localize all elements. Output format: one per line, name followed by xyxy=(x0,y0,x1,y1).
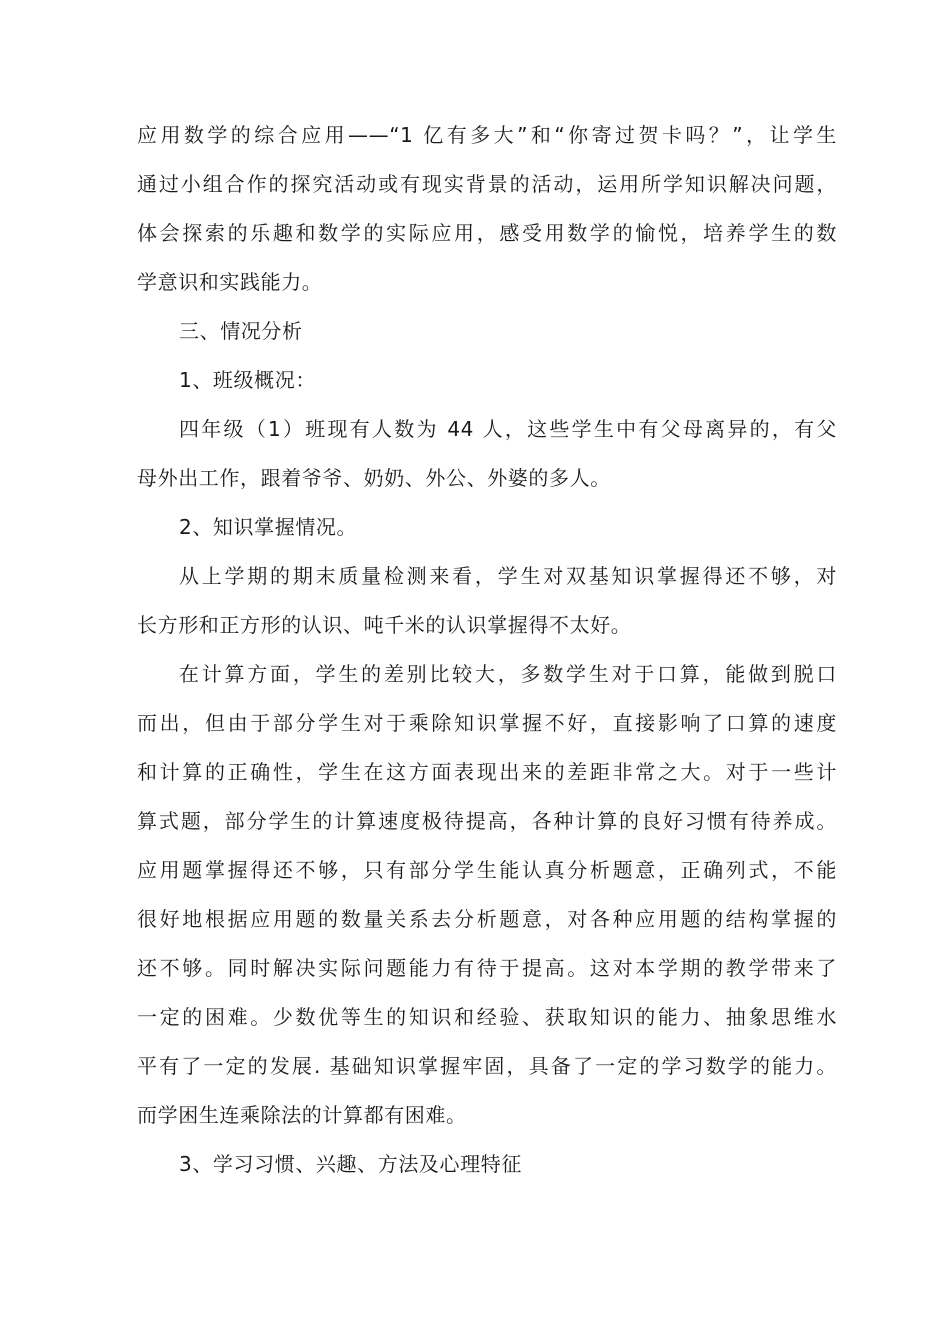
paragraph-line: 学意识和实践能力。 xyxy=(137,270,323,294)
document-body xyxy=(137,116,837,1194)
paragraph-comprehensive-application xyxy=(137,116,837,312)
paragraph-line: 四年级（1）班现有人数为 44 人，这些学生中有父母离异的，有父 xyxy=(179,417,837,441)
paragraph-line: 和计算的正确性，学生在这方面表现出来的差距非常之大。对于一些计 xyxy=(137,760,837,784)
subheading-class-overview: 1、班级概况： xyxy=(179,368,316,392)
paragraph-line: 长方形和正方形的认识、吨千米的认识掌握得不太好。 xyxy=(137,613,632,637)
subheading-habits: 3、学习习惯、兴趣、方法及心理特征 xyxy=(179,1152,522,1176)
section-heading-situation: 三、情况分析 xyxy=(179,319,303,343)
paragraph-calculation xyxy=(137,655,837,1145)
paragraph-line: 母外出工作，跟着爷爷、奶奶、外公、外婆的多人。 xyxy=(137,466,611,490)
paragraph-class-overview xyxy=(137,410,837,508)
paragraph-line: 算式题，部分学生的计算速度极待提高，各种计算的良好习惯有待养成。 xyxy=(137,809,837,833)
paragraph-line: 通过小组合作的探究活动或有现实背景的活动，运用所学知识解决问题， xyxy=(137,172,837,196)
paragraph-line: 一定的困难。少数优等生的知识和经验、获取知识的能力、抽象思维水 xyxy=(137,1005,837,1029)
paragraph-line: 体会探索的乐趣和数学的实际应用，感受用数学的愉悦，培养学生的数 xyxy=(137,221,837,245)
paragraph-line: 应用题掌握得还不够，只有部分学生能认真分析题意，正确列式，不能 xyxy=(137,858,837,882)
paragraph-line: 在计算方面，学生的差别比较大，多数学生对于口算，能做到脱口 xyxy=(179,662,837,686)
paragraph-line: 应用数学的综合应用——“1 亿有多大”和“你寄过贺卡吗？”，让学生 xyxy=(137,123,837,147)
paragraph-knowledge xyxy=(137,557,837,655)
paragraph-line: 从上学期的期末质量检测来看，学生对双基知识掌握得还不够，对 xyxy=(179,564,837,588)
paragraph-line: 很好地根据应用题的数量关系去分析题意，对各种应用题的结构掌握的 xyxy=(137,907,837,931)
subheading-knowledge: 2、知识掌握情况。 xyxy=(179,515,358,539)
paragraph-line: 而出，但由于部分学生对于乘除知识掌握不好，直接影响了口算的速度 xyxy=(137,711,837,735)
paragraph-line: 平有了一定的发展. 基础知识掌握牢固，具备了一定的学习数学的能力。 xyxy=(137,1054,837,1078)
paragraph-line: 而学困生连乘除法的计算都有困难。 xyxy=(137,1103,467,1127)
paragraph-line: 还不够。同时解决实际问题能力有待于提高。这对本学期的教学带来了 xyxy=(137,956,837,980)
